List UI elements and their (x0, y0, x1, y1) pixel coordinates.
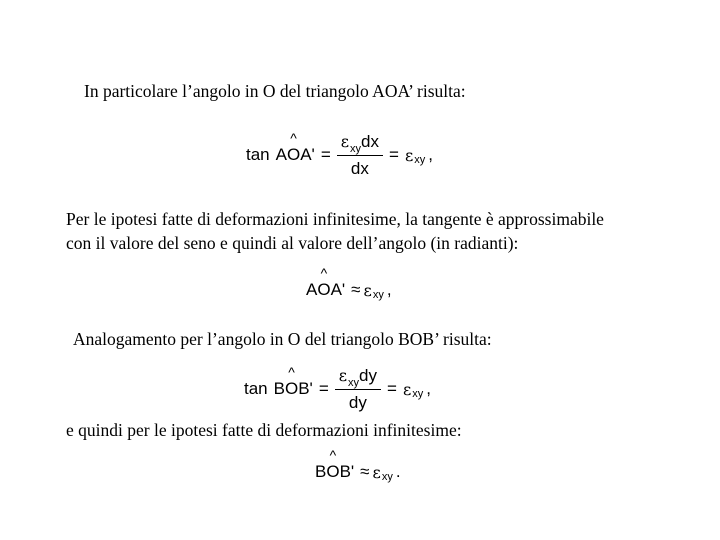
angle-vertex-o (326, 447, 340, 482)
tan-symbol: tan (244, 379, 268, 398)
angle-vertex-o (317, 265, 331, 300)
fraction-denominator: dx (350, 158, 369, 178)
fraction-denominator: dy (348, 392, 367, 412)
comma: , (386, 280, 392, 299)
fraction-numerator (335, 366, 381, 389)
epsilon-symbol: ε (402, 379, 412, 399)
equals-sign: = (387, 379, 397, 398)
approx-sign: ≈ (360, 462, 370, 481)
epsilon-subscript: xy (348, 376, 360, 389)
angle-hat: ^ (290, 130, 297, 146)
comma: , (426, 379, 431, 398)
paragraph-conclusion: e quindi per le ipotesi fatte di deformazioni infinitesime: (66, 420, 462, 440)
point-b: B (315, 462, 327, 481)
point-a-prime: A' (330, 280, 346, 299)
epsilon-subscript: xy (381, 471, 393, 483)
fraction-numerator (337, 132, 383, 155)
equals-sign: = (389, 145, 399, 164)
fraction (335, 366, 381, 413)
approx-sign: ≈ (351, 280, 361, 299)
point-a: A (275, 145, 287, 164)
vertex-o-label: O (317, 280, 331, 299)
formula-tan-bob (244, 362, 431, 416)
epsilon-subscript: xy (350, 142, 362, 155)
epsilon-symbol: ε (404, 145, 414, 165)
formula-angle-aoa-approx (306, 265, 392, 302)
vertex-o-label: O (286, 145, 301, 164)
paragraph-approximation-line1: Per le ipotesi fatte di deformazioni infinitesime, la tangente è approssimabile (66, 209, 604, 229)
equals-sign: = (320, 145, 331, 164)
vertex-o-label: O (326, 462, 340, 481)
numerator-differential: dy (359, 365, 378, 385)
paragraph-angle-bob: Analogamento per l’angolo in O del triangolo BOB’ risulta: (73, 329, 492, 349)
angle-hat: ^ (320, 265, 328, 281)
angle-hat: ^ (329, 447, 337, 463)
point-a-prime: A' (300, 145, 315, 164)
epsilon-symbol: ε (372, 462, 381, 482)
point-b: B (273, 379, 285, 398)
angle-vertex-o (286, 130, 301, 165)
epsilon-symbol: ε (338, 365, 348, 385)
fraction (337, 132, 383, 179)
point-a: A (306, 280, 318, 299)
paragraph-approximation-line2: con il valore del seno e quindi al valore dell’angolo (in radianti): (66, 233, 519, 253)
formula-angle-bob-approx (315, 447, 401, 484)
numerator-differential: dx (361, 131, 380, 151)
vertex-o-label: O (284, 379, 299, 398)
epsilon-symbol: ε (363, 280, 372, 300)
formula-tan-aoa (246, 128, 433, 182)
comma: , (428, 145, 433, 164)
period: . (395, 462, 401, 481)
equals-sign: = (318, 379, 329, 398)
angle-hat: ^ (288, 364, 295, 380)
epsilon-subscript: xy (372, 289, 384, 301)
point-b-prime: B' (298, 379, 313, 398)
angle-vertex-o (284, 364, 299, 399)
tan-symbol: tan (246, 145, 270, 164)
epsilon-subscript: xy (412, 388, 424, 400)
paragraph-angle-aoa: In particolare l’angolo in O del triangolo AOA’ risulta: (84, 81, 466, 101)
point-b-prime: B' (339, 462, 355, 481)
epsilon-subscript: xy (414, 154, 426, 166)
epsilon-symbol: ε (340, 131, 350, 151)
